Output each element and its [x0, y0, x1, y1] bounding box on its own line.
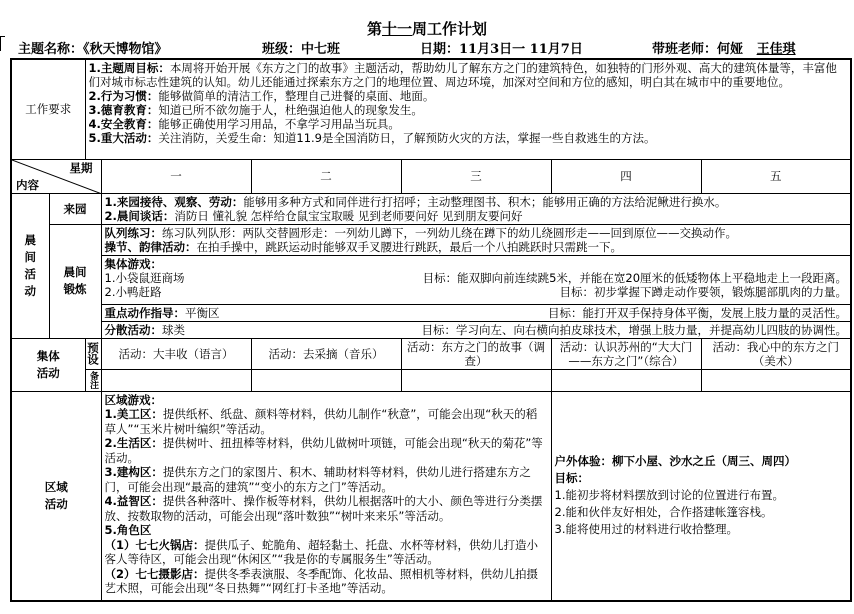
- activity-tuesday: 活动：去采摘（音乐）: [251, 338, 401, 369]
- remarks-row: [11, 369, 851, 391]
- day-tuesday: 二: [251, 159, 401, 193]
- requirements-row: [11, 59, 851, 159]
- day-friday: 五: [701, 159, 851, 193]
- remark-friday: [701, 369, 851, 391]
- exercise-label: 晨间锻炼: [49, 224, 101, 338]
- day-thursday: 四: [551, 159, 701, 193]
- week-number: 十一: [381, 20, 412, 38]
- outdoor-content: 户外体验：柳下小屋、沙水之丘（周三、周四） 目标： 1.能初步将材料摆放到讨论的位置进行布置。 2.能和伙伴友好相处，合作搭建帐篷容栈。 3.能将使用过的材料进行收拾整理。: [551, 391, 851, 601]
- requirements-label: 工作要求: [11, 59, 85, 159]
- morning-activity-label: 晨间活动: [11, 193, 49, 338]
- queue-row: [11, 224, 851, 255]
- group-games-row: [11, 255, 851, 304]
- day-wednesday: 三: [401, 159, 551, 193]
- queue-content: 队列练习：练习队列队形：两队交替圆形走：一列幼儿蹲下，一列幼儿绕在蹲下的幼儿绕圆形走——回到原位——交换动作。 操节、韵律活动：在拍手操中，跳跃运动时能够双手叉腰进行跳跃，最后一个八拍跳跃时只需跳一下。: [101, 224, 851, 255]
- preset-label: 预设: [85, 338, 101, 369]
- activity-thursday: 活动：认识苏州的“大大门——东方之门”（综合）: [551, 338, 701, 369]
- group-games-content: 集体游戏： 1.小袋鼠逛商场 目标：能双脚向前连续跳5米，并能在宽20厘米的低矮物体上平稳地走上一段距离。 2.小鸭赶路 目标：初步掌握下蹲走动作要领，锻炼腿部肌肉的力量。: [101, 255, 851, 304]
- requirements-content: 1.主题周目标：本周将开始开展《东方之门的故事》主题活动，帮助幼儿了解东方之门的建筑特色，如独特的门形外观、高大的建筑体量等，丰富他们对城市标志性建筑的认知。幼儿还能通过探索东方之门的地理位置、周边环境，加深对空间和方位的感知，明白其在城市中的重要地位。 2.行为习惯：能够做简单的清洁工作，整理自己进餐的桌面、地面。 3.德育教育：知道已所不欲勿施于人，杜绝强迫他人的现象发生。 4.安全教育：能够正确使用学习用品，不拿学习用品当玩具。 5.重大活动：关注消防，关爱生命：知道11.9是全国消防日，了解预防火灾的方法，掌握一些自救逃生的方法。: [85, 59, 851, 159]
- remark-tuesday: [251, 369, 401, 391]
- day-monday: 一: [101, 159, 251, 193]
- weekday-corner: 星期 内容: [11, 159, 101, 193]
- arrival-content: 1.来园接待、观察、劳动：能够用多种方式和同伴进行打招呼；主动整理图书、积木；能够用正确的方法给泥鳅进行换水。 2.晨间谈话：消防日 懂礼貌 怎样给仓鼠宝宝取暖 见到老师要问好 见到朋友要问好: [101, 193, 851, 224]
- theme-name: 主题名称：《秋天博物馆》: [18, 42, 168, 57]
- activity-wednesday: 活动：东方之门的故事（调查）: [401, 338, 551, 369]
- area-activity-label: 区域活动: [11, 391, 101, 601]
- remark-wednesday: [401, 369, 551, 391]
- remark-thursday: [551, 369, 701, 391]
- date-range: 日期：11月3日一 11月7日: [420, 42, 583, 57]
- page-title: 第十一周工作计划: [366, 20, 488, 38]
- group-activity-label: 集体活动: [11, 338, 85, 391]
- scattered-row: [11, 321, 851, 338]
- days-header-row: [11, 159, 851, 193]
- area-activity-row: [11, 391, 851, 601]
- activity-monday: 活动：大丰收（语言）: [101, 338, 251, 369]
- scattered-content: 分散活动：球类 目标：学习向左、向右横向拍皮球技术，增强上肢力量，并提高幼儿四肢的协调性。: [101, 321, 851, 338]
- teacher-names: 带班老师：何娅 王佳琪: [652, 42, 796, 57]
- arrival-row: [11, 193, 851, 224]
- focus-content: 重点动作指导：平衡区 目标：能打开双手保持身体平衡，发展上肢力量的灵活性。: [101, 304, 851, 321]
- remark-monday: [101, 369, 251, 391]
- remarks-label: 备注: [85, 369, 101, 391]
- group-activity-row: [11, 338, 851, 369]
- arrival-label: 来园: [49, 193, 101, 224]
- activity-friday: 活动：我心中的东方之门（美术）: [701, 338, 851, 369]
- weekly-plan-table: [10, 58, 852, 602]
- class-name: 班级：中七班: [262, 42, 341, 57]
- area-games-content: 区域游戏： 1.美工区：提供纸杯、纸盘、颜料等材料，供幼儿制作“秋意”，可能会出现“秋天的稻草人”“玉米片树叶编织”等活动。 2.生活区：提供树叶、扭扭棒等材料，供幼儿做树叶项链，可能会出现“秋天的菊花”等活动。 3.建构区：提供东方之门的家图片、积木、辅助材料等材料，供幼儿进行搭建东方之门，可能会出现“最高的建筑”“变小的东方之门”等活动。 4.益智区：提供各种落叶、操作板等材料，供幼儿根据落叶的大小、颜色等进行分类摆放、按数取物的活动，可能会出现“落叶数独”“树叶来来乐”等活动。 5.角色区 （1）七七火锅店：提供瓜子、蛇脆角、超轻黏土、托盘、水杯等材料，供幼儿打造小客人等待区，可能会出现“休闲区”“我是你的专属服务生”等活动。 （2）七七摄影店：提供冬季表演服、冬季配饰、化妆品、照相机等材料，供幼儿拍摄艺术照，可能会出现“冬日热舞”“网红打卡圣地”等活动。: [101, 391, 551, 601]
- focus-row: [11, 304, 851, 321]
